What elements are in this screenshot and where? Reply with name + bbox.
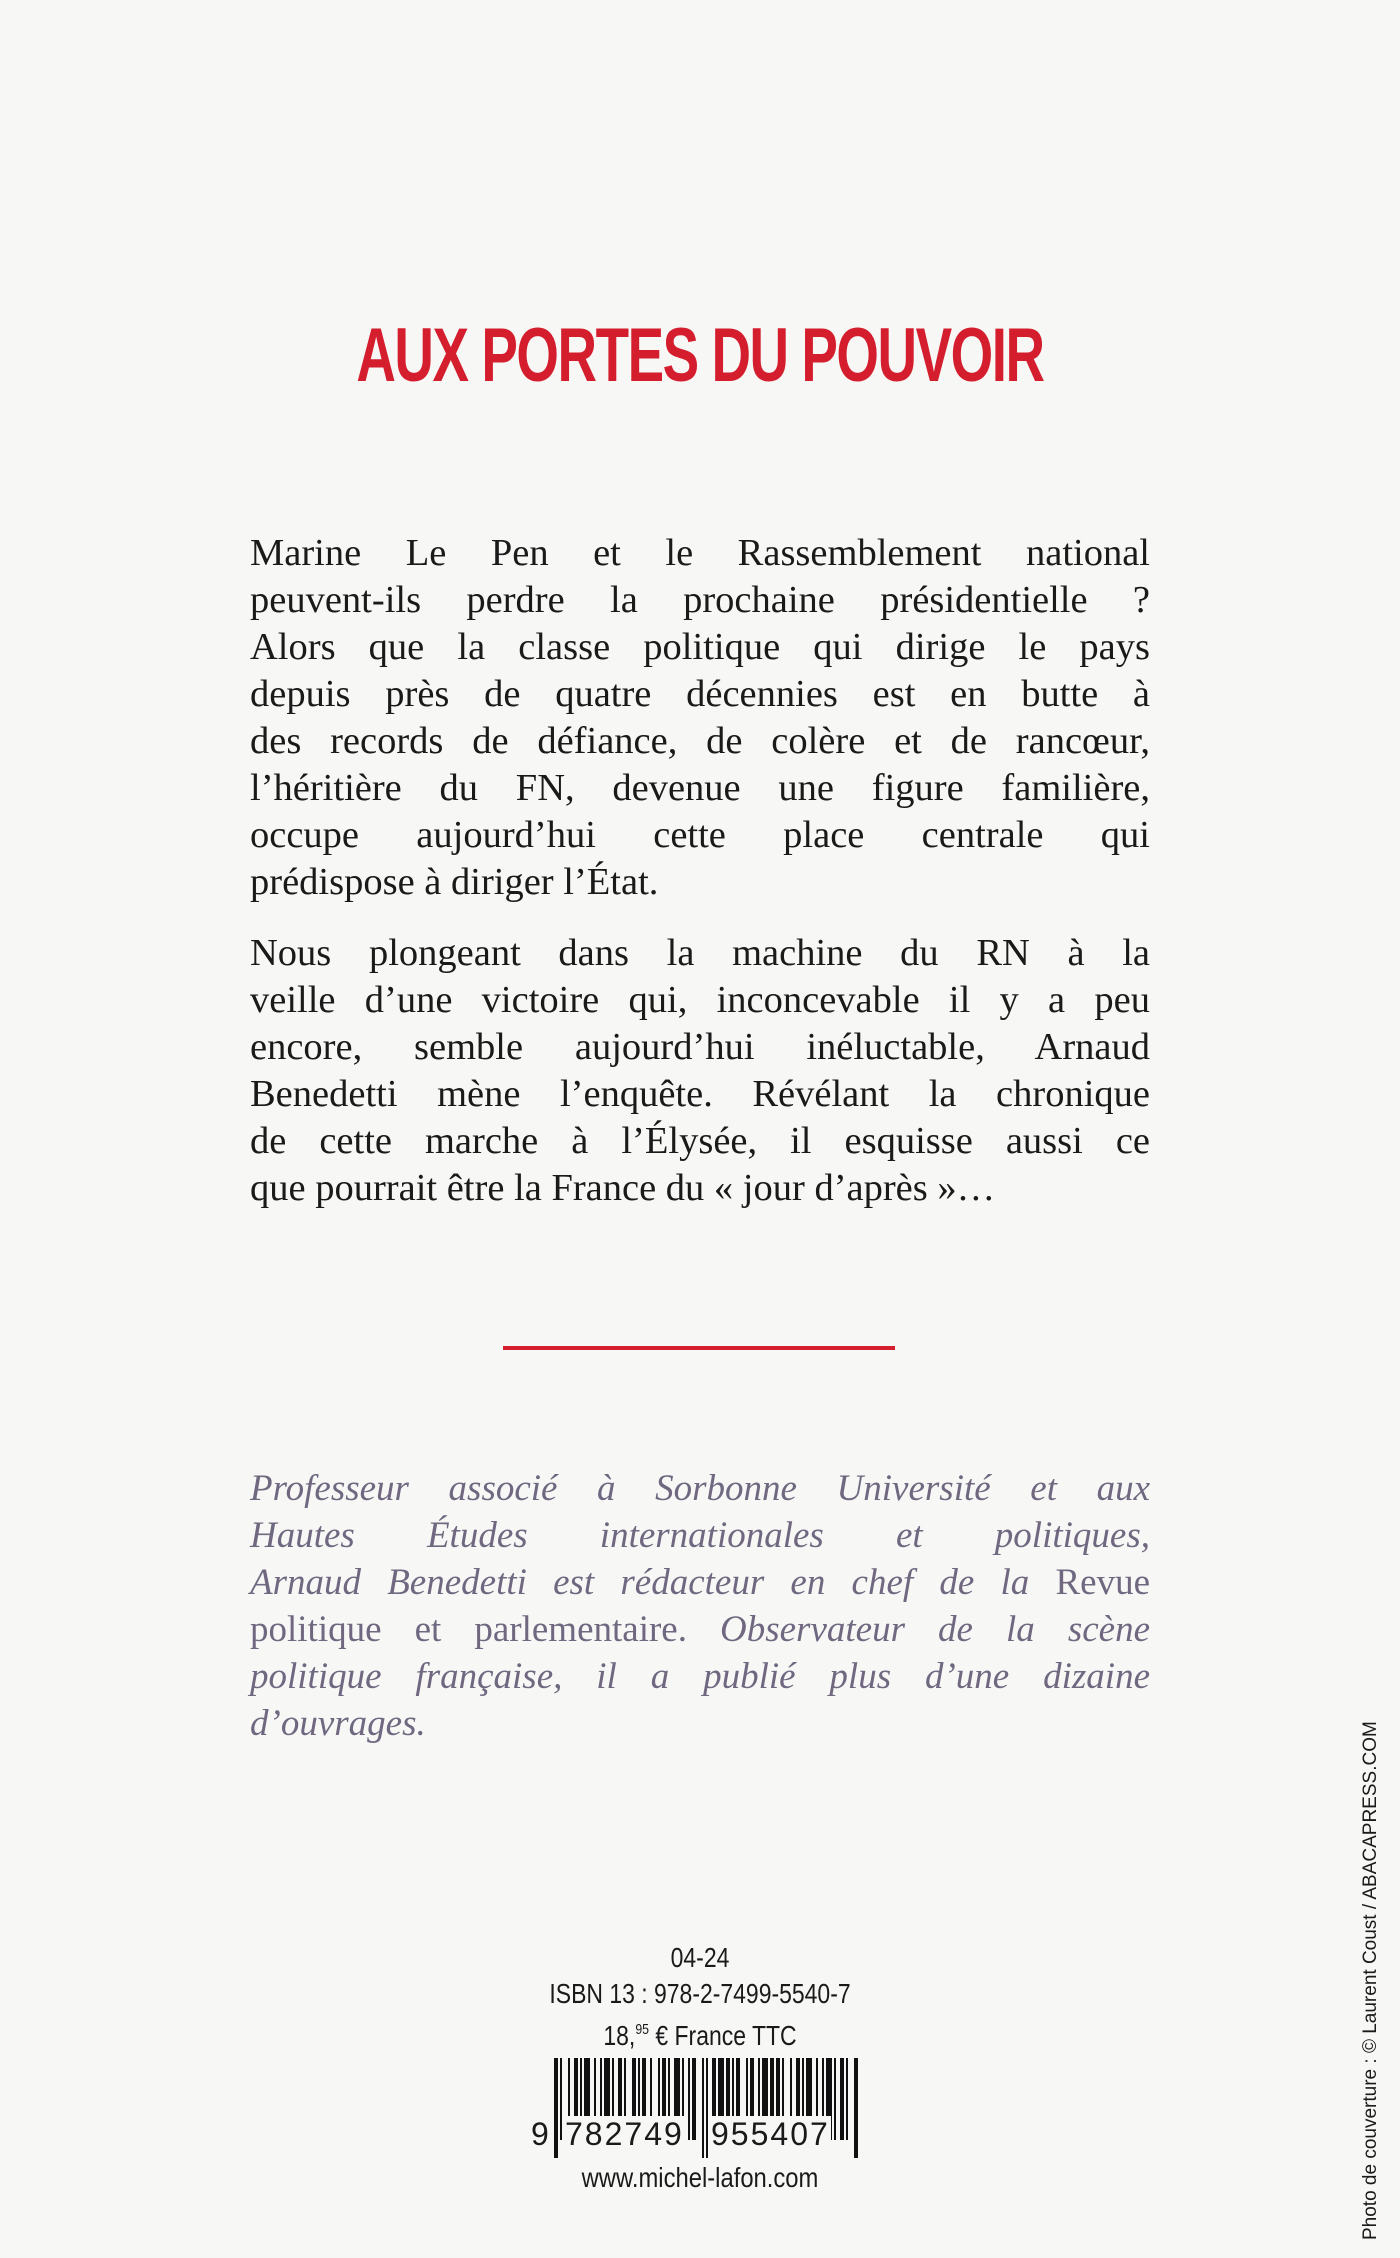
barcode-bar: [834, 2058, 836, 2140]
bio-text: Observateur de la scène: [686, 1609, 1150, 1650]
publisher-website: www.michel-lafon.com: [581, 2162, 819, 2193]
text-line: Nous plongeant dans la machine du RN à la: [250, 932, 1150, 974]
text-line: peuvent-ils perdre la prochaine présidentielle ?: [250, 579, 1150, 621]
edition-code: 04-24: [670, 1942, 730, 1973]
barcode-left-digits: 782749: [565, 2116, 684, 2152]
author-bio: [250, 1465, 1150, 1747]
text-line: que pourrait être la France du « jour d’après »…: [250, 1167, 996, 1209]
text-line: Benedetti mène l’enquête. Révélant la chronique: [250, 1073, 1150, 1115]
price-value: 18,: [603, 2020, 636, 2051]
text-line: veille d’une victoire qui, inconcevable il y a peu: [250, 979, 1150, 1021]
text-line: Marine Le Pen et le Rassemblement national: [250, 532, 1150, 574]
bio-line: Hautes Études internationales et politiques,: [250, 1515, 1150, 1556]
barcode-bar: [840, 2058, 844, 2140]
bio-line: [250, 1559, 1150, 1606]
text-line: occupe aujourd’hui cette place centrale qui: [250, 814, 1150, 856]
barcode-bar: [706, 2058, 708, 2158]
barcode-first-digit: 9: [531, 2116, 551, 2152]
price-currency: € France TTC: [649, 2020, 797, 2051]
barcode-bar: [692, 2058, 696, 2140]
price: [536, 2012, 864, 2054]
text-line: l’héritière du FN, devenue une figure familière,: [250, 767, 1150, 809]
bio-line: politique française, il a publié plus d’une dizaine: [250, 1656, 1150, 1697]
bio-line: [250, 1606, 1150, 1653]
text-line: des records de défiance, de colère et de rancœur,: [250, 720, 1150, 762]
isbn: ISBN 13 : 978-2-7499-5540-7: [549, 1978, 851, 2009]
barcode-right-digits: 955407: [711, 2116, 830, 2152]
photo-credit: Photo de couverture : © Laurent Coust / ABACAPRESS.COM: [1360, 1721, 1381, 2240]
summary-paragraph-2: [250, 930, 1150, 1212]
text-line: encore, semble aujourd’hui inéluctable, Arnaud: [250, 1026, 1150, 1068]
text-line: depuis près de quatre décennies est en butte à: [250, 673, 1150, 715]
barcode-bar: [702, 2058, 704, 2158]
barcode-bar: [688, 2058, 690, 2140]
bio-text: Arnaud Benedetti est rédacteur en chef de la: [250, 1562, 1056, 1603]
summary-paragraph-1: [250, 530, 1150, 906]
barcode-bar: [554, 2058, 558, 2158]
barcode-bar: [854, 2058, 858, 2158]
price-cents: 95: [635, 2021, 650, 2038]
bio-line: d’ouvrages.: [250, 1703, 426, 1744]
journal-title-part: Revue: [1055, 1562, 1150, 1603]
barcode-bar: [560, 2058, 562, 2140]
text-line: de cette marche à l’Élysée, il esquisse aussi ce: [250, 1120, 1150, 1162]
bio-line: Professeur associé à Sorbonne Université et aux: [250, 1468, 1150, 1509]
text-line: Alors que la classe politique qui dirige le pays: [250, 626, 1150, 668]
text-line: prédispose à diriger l’État.: [250, 861, 659, 903]
red-divider: [503, 1346, 895, 1350]
barcode-bar: [846, 2058, 848, 2140]
journal-title-part: politique et parlementaire.: [250, 1609, 687, 1650]
book-title: AUX PORTES DU POUVOIR: [356, 313, 1044, 398]
